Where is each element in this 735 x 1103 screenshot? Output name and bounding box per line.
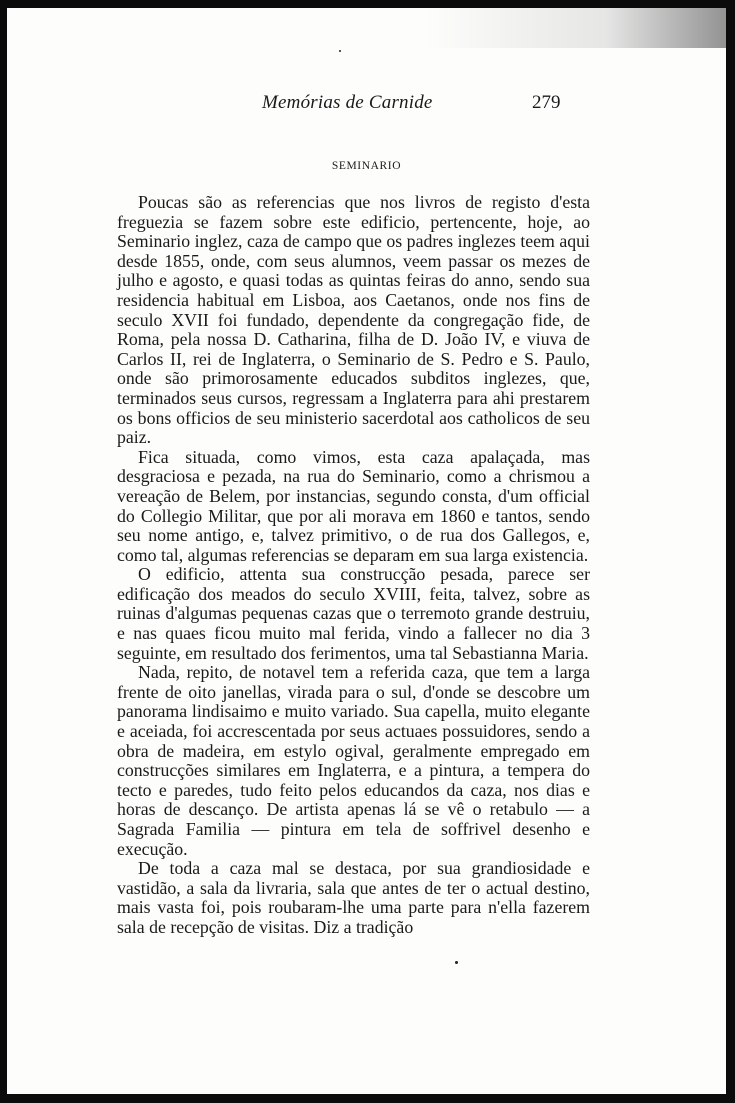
scan-shadow: [426, 8, 726, 48]
running-title: Memórias de Carnide: [262, 92, 433, 113]
speck-mark: [455, 961, 458, 964]
book-page: [7, 8, 726, 1094]
section-heading: SEMINARIO: [331, 160, 402, 172]
paragraph: Poucas são as referencias que nos livros de registo d'esta freguezia se fazem sobre este edificio, pertencente, hoje, ao Seminario inglez, caza de campo que os padres inglezes teem aqui desde 1855, onde, com seus alumnos, veem passar os mezes de julho e agosto, e quasi todas as quintas feiras do anno, sendo sua residencia habitual em Lisboa, aos Caetanos, onde nos fins de seculo XVII foi fundado, dependente da congregação fide, de Roma, pela nossa D. Catharina, filha de D. João IV, e viuva de Carlos II, rei de Inglaterra, o Seminario de S. Pedro e S. Paulo, onde são primorosamente educados subditos inglezes, que, terminados seus cursos, regressam a Inglaterra para ahi prestarem os bons officios de seu ministerio sacerdotal aos catholicos de seu paiz.: [117, 192, 590, 448]
paragraph: Fica situada, como vimos, esta caza apalaçada, mas desgraciosa e pezada, na rua do Seminario, como a chrismou a vereação de Belem, por instancias, segundo consta, d'um official do Collegio Militar, que por ali morava em 1860 e tantos, sendo seu nome antigo, e, talvez primitivo, o de rua dos Gallegos, e, como tal, algumas referencias se deparam em sua larga existencia.: [117, 446, 590, 565]
paragraph: De toda a caza mal se destaca, por sua grandiosidade e vastidão, a sala da livraria, sala que antes de ter o actual destino, mais vasta foi, pois roubaram-lhe uma parte para n'ella fazerem sala de recepção de visitas. Diz a tradição: [117, 858, 590, 937]
running-header: [7, 92, 726, 122]
paragraph: O edificio, attenta sua construcção pesada, parece ser edificação dos meados do seculo XVIII, feita, talvez, sobre as ruinas d'algumas pequenas cazas que o terremoto grande destruiu, e nas quaes ficou muito mal ferida, vindo a fallecer no dia 3 seguinte, em resultado dos ferimentos, uma tal Sebastianna Maria.: [117, 564, 590, 663]
page-number: 279: [532, 92, 561, 113]
speck-mark: [339, 50, 341, 52]
body-text: [117, 193, 590, 938]
paragraph: Nada, repito, de notavel tem a referida caza, que tem a larga frente de oito janellas, virada para o sul, d'onde se descobre um panorama lindisaimo e muito variado. Sua capella, muito elegante e aceiada, foi accrescentada por seus actuaes possuidores, sendo a obra de madeira, em estylo ogival, geralmente empregado em construcções similares em Inglaterra, e a pintura, a tempera do tecto e paredes, tudo feito pelos educandos da caza, nos dias e horas de descanço. De artista apenas lá se vê o retabulo — a Sagrada Familia — pintura em tela de soffrivel desenho e execução.: [117, 662, 590, 859]
